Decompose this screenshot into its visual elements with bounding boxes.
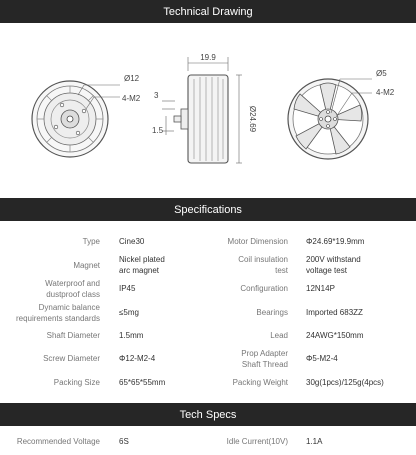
spec-value: Cine30 xyxy=(119,237,145,246)
technical-drawing-header xyxy=(0,0,416,23)
spec-value: 30g(1pcs)/125g(4pcs) xyxy=(306,378,384,387)
spec-label: Waterproof and dustproof class xyxy=(45,279,100,299)
tech-specs-title: Tech Specs xyxy=(179,408,237,421)
recommended-voltage-value: 6S xyxy=(119,437,129,446)
idle-current-label: Idle Current(10V) xyxy=(226,437,288,446)
spec-label: Packing Size xyxy=(53,378,100,387)
spec-label: Configuration xyxy=(240,284,288,293)
spec-label: Motor Dimension xyxy=(227,237,288,246)
front-screw-label: 4-M2 xyxy=(122,94,141,103)
spec-label: Packing Weight xyxy=(232,378,288,387)
specifications-title: Specifications xyxy=(174,203,242,216)
spec-value: 200V withstand voltage test xyxy=(306,255,361,275)
spec-label: Prop Adapter Shaft Thread xyxy=(241,349,288,369)
tech-specs-header xyxy=(0,403,416,426)
spec-label: Screw Diameter xyxy=(43,354,100,363)
spec-value: 12N14P xyxy=(306,284,335,293)
spec-label: Bearings xyxy=(256,308,288,317)
side-view-drawing xyxy=(152,53,257,163)
technical-drawing xyxy=(0,23,416,198)
recommended-voltage-label: Recommended Voltage xyxy=(16,437,100,446)
side-width-label: 19.9 xyxy=(200,53,216,62)
side-diameter-label: Ø24.69 xyxy=(248,105,257,133)
spec-value: 1.5mm xyxy=(119,331,144,340)
spec-value: IP45 xyxy=(119,284,136,293)
spec-value: Φ24.69*19.9mm xyxy=(306,237,365,246)
rear-view-drawing xyxy=(288,69,395,159)
spec-label: Shaft Diameter xyxy=(46,331,100,340)
spec-value: ≤5mg xyxy=(119,308,139,317)
shaft-length-label: 3 xyxy=(154,91,159,100)
spec-value: Φ5-M2-4 xyxy=(306,354,338,363)
technical-drawing-title: Technical Drawing xyxy=(163,5,253,18)
front-diameter-label: Ø12 xyxy=(124,74,140,83)
spec-label: Type xyxy=(82,237,100,246)
spec-value: 65*65*55mm xyxy=(119,378,166,387)
front-view-drawing xyxy=(32,74,141,157)
rear-screw-label: 4-M2 xyxy=(376,88,395,97)
spec-value: 24AWG*150mm xyxy=(306,331,364,340)
spec-label: Magnet xyxy=(73,261,100,270)
spec-value: Imported 683ZZ xyxy=(306,308,363,317)
spec-label: Coil insulation test xyxy=(238,255,288,275)
shaft-step-label: 1.5 xyxy=(152,126,164,135)
specifications-header xyxy=(0,198,416,221)
rear-diameter-label: Ø5 xyxy=(376,69,387,78)
spec-value: Nickel plated arc magnet xyxy=(119,255,165,275)
spec-value: Φ12-M2-4 xyxy=(119,354,156,363)
spec-label: Lead xyxy=(270,331,288,340)
spec-label: Dynamic balance requirements standards xyxy=(15,303,100,323)
idle-current-value: 1.1A xyxy=(306,437,323,446)
